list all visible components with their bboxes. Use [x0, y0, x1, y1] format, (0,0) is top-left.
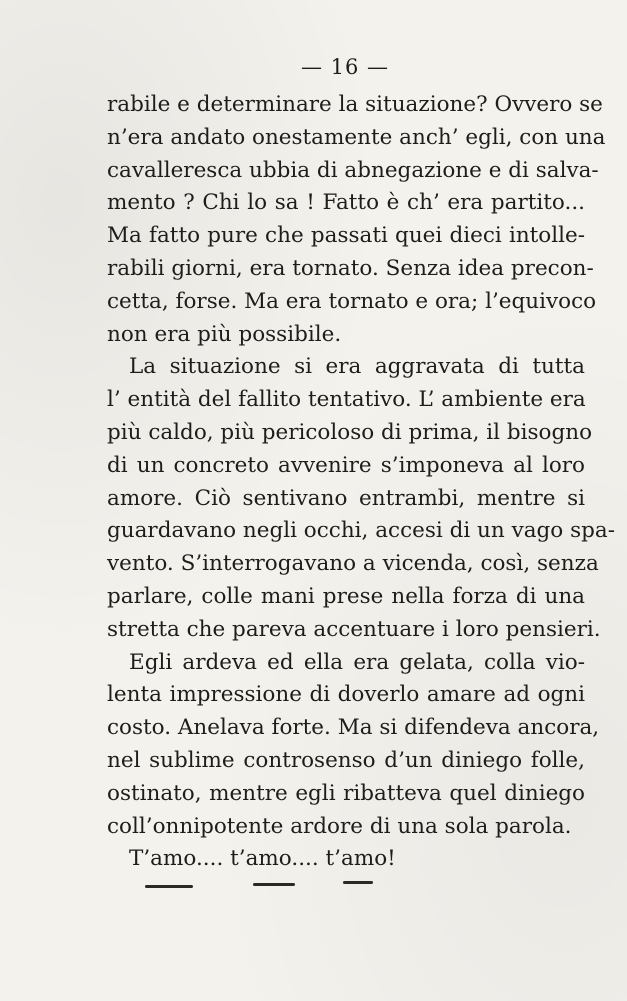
text-line: più caldo, più pericoloso di prima, il bisogno — [107, 419, 593, 445]
body-text — [107, 89, 615, 876]
text-line: T’amo.... t’amo.... t’amo! — [129, 846, 396, 872]
page-number: — 16 — — [300, 55, 390, 79]
text-line: cavalleresca ubbia di abnegazione e di salva- — [107, 157, 599, 183]
ornament-dash — [343, 881, 373, 884]
ornament-dash — [145, 885, 193, 888]
text-line: La situazione si era aggravata di tutta — [129, 354, 585, 380]
text-line: Ma fatto pure che passati quei dieci intolle- — [107, 223, 585, 249]
text-line: cetta, forse. Ma era tornato e ora; l’equivoco — [107, 288, 597, 314]
text-line: n’era andato onestamente anch’ egli, con una — [107, 124, 606, 150]
text-line: ostinato, mentre egli ribatteva quel diniego — [107, 780, 585, 806]
text-line: coll’onnipotente ardore di una sola parola. — [107, 813, 572, 839]
text-line: Egli ardeva ed ella era gelata, colla vio- — [129, 649, 585, 675]
text-line: rabili giorni, era tornato. Senza idea precon- — [107, 255, 594, 281]
text-line: parlare, colle mani prese nella forza di una — [107, 583, 585, 609]
ornament-dash — [253, 883, 295, 886]
text-line: stretta che pareva accentuare i loro pensieri. — [107, 616, 601, 642]
text-line: nel sublime controsenso d’un diniego folle, — [107, 747, 585, 773]
text-line: amore. Ciò sentivano entrambi, mentre si — [107, 485, 585, 511]
text-line: lenta impressione di doverlo amare ad ogni — [107, 682, 585, 708]
text-line: costo. Anelava forte. Ma si difendeva ancora, — [107, 715, 600, 741]
text-line: vento. S’interrogavano a vicenda, così, senza — [107, 551, 599, 577]
text-line: non era più possibile. — [107, 321, 342, 347]
text-line: di un concreto avvenire s’imponeva al loro — [107, 452, 585, 478]
text-line: guardavano negli occhi, accesi di un vago spa- — [107, 518, 615, 544]
text-line: l’ entità del fallito tentativo. L’ ambiente era — [107, 387, 586, 413]
text-line: mento ? Chi lo sa ! Fatto è ch’ era partito... — [107, 190, 585, 216]
text-line: rabile e determinare la situazione? Ovvero se — [107, 92, 603, 117]
end-ornament — [145, 880, 375, 892]
